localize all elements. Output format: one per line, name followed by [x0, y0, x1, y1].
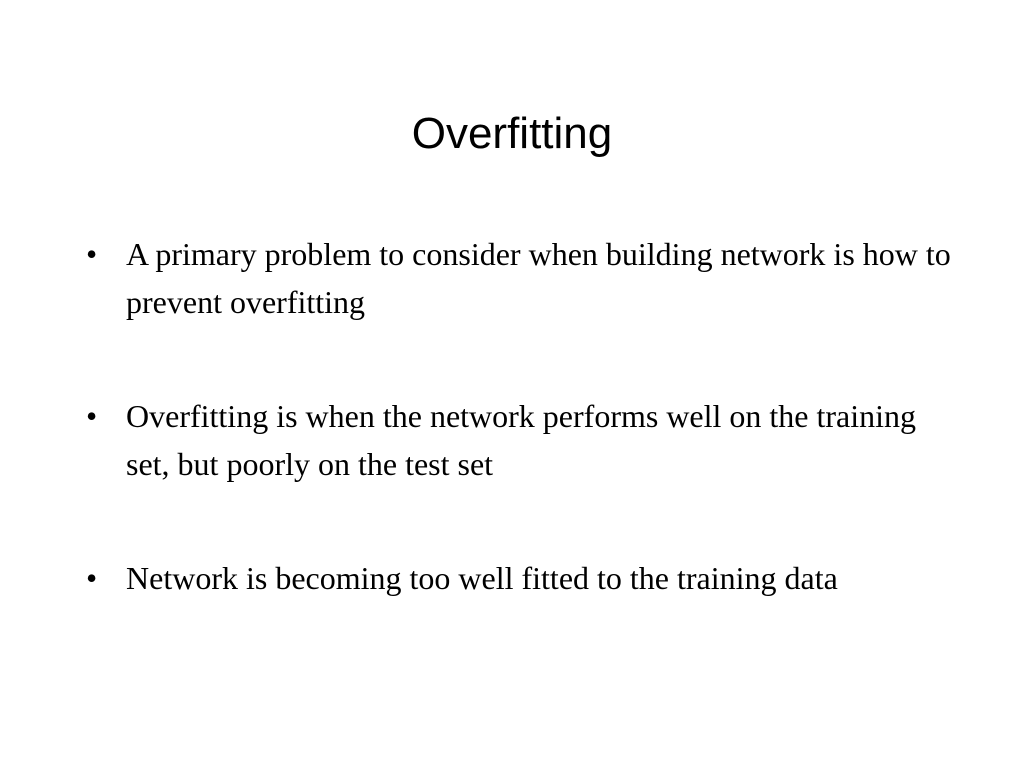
bullet-marker: •: [86, 236, 98, 272]
bullet-marker: •: [86, 560, 98, 596]
bullet-marker: •: [86, 398, 98, 434]
bullet-text: A primary problem to consider when building network is how to prevent overfitting: [126, 236, 951, 320]
bullet-item: [86, 554, 966, 602]
slide-title: Overfitting: [411, 109, 613, 158]
bullet-item: [86, 392, 966, 488]
bullet-text: Overfitting is when the network performs well on the training set, but poorly on the test set: [126, 398, 917, 482]
bullet-item: [86, 230, 966, 326]
bullet-list: [86, 230, 966, 668]
bullet-text: Network is becoming too well fitted to the training data: [126, 560, 838, 596]
